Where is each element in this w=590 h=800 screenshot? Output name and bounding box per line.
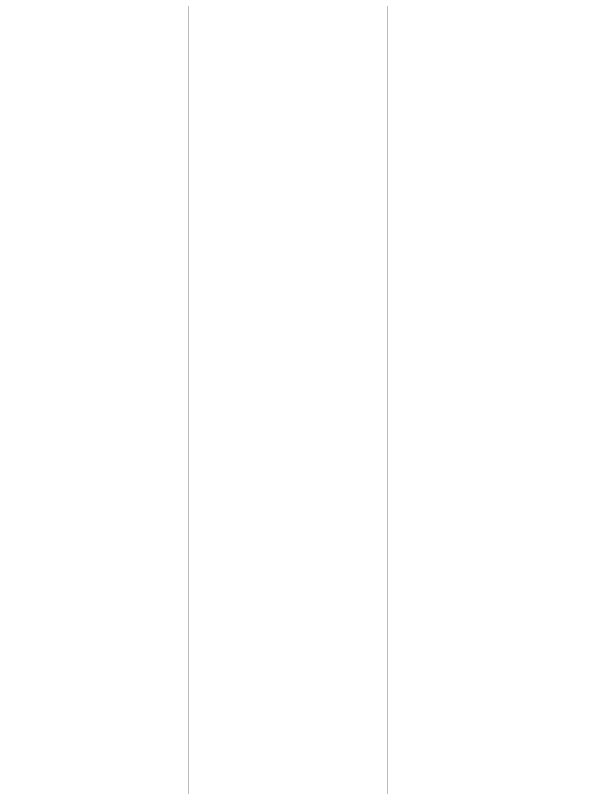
concern-paragraph xyxy=(194,32,382,588)
section-heading-membership-elections xyxy=(393,106,579,126)
school-paragraph xyxy=(194,636,382,786)
column-right xyxy=(388,6,584,794)
protest-paragraph xyxy=(11,618,183,778)
office-bearers-paragraph xyxy=(393,566,579,766)
election-paragraph-1 xyxy=(393,130,579,562)
column-left xyxy=(6,6,188,794)
section-heading-school xyxy=(194,592,382,632)
article-continuation-paragraph xyxy=(393,6,579,102)
story-paragraph-1 xyxy=(11,6,183,342)
section-heading-concern xyxy=(194,8,382,28)
column-middle xyxy=(188,6,388,794)
section-heading-merge-centre xyxy=(11,346,183,366)
section-heading-protest xyxy=(11,574,183,614)
merge-centre-paragraph xyxy=(11,370,183,570)
